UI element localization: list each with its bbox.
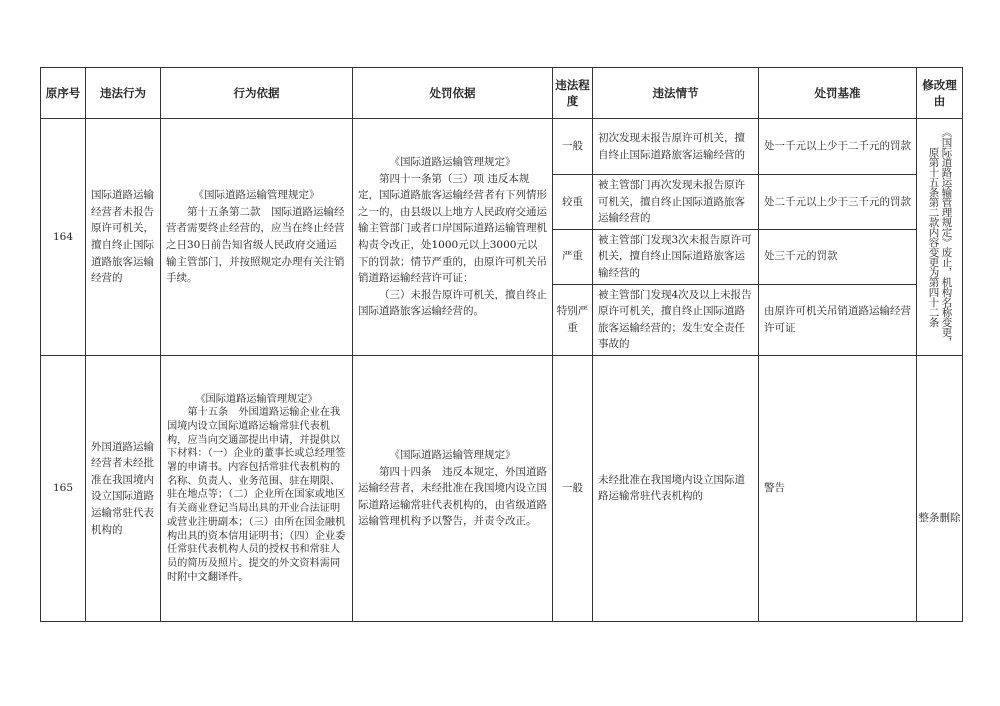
circumstance-cell: 被主管部门再次发现未报告原许可机关，擅自终止国际道路旅客运输经营的: [593, 175, 759, 230]
row-penalty-basis: [353, 355, 553, 621]
row-reason: [917, 119, 963, 356]
circumstance-cell: 被主管部门发现3次未报告原许可机关，擅自终止国际道路旅客运输经营的: [593, 229, 759, 284]
basis-text: 第十五条第二款 国际道路运输经营者需要终止经营的，应当在终止经营之日30日前告知省级人民政府交通运输主管部门，并按照规定办理有关注销手续。: [166, 205, 345, 285]
basis-text: 第十五条 外国道路运输企业在我国境内设立国际道路运输常驻代表机构，应当向交通部提出申请，并提供以下材料：（一）企业的董事长或总经理签署的申请书。内容包括常驻代表机构的名称、负责人、业务范围、驻在期限、驻在地点等；（二）企业所在国家或地区有关商业登记当局出具的开业合法证明或营业注册副本；（三）由所在国金融机构出具的资本信用证明书；（四）企业委任常驻代表机构人员的授权书和常驻人员的简历及照片。提交的外文资料需同时附中文翻译件。: [167, 407, 346, 583]
penalty-title: 《国际道路运输管理规定》: [389, 448, 516, 461]
row-basis: [161, 119, 353, 356]
penalty-title: 《国际道路运输管理规定》: [389, 156, 516, 168]
header-behavior: 违法行为: [86, 68, 161, 119]
header-degree: 违法程度: [553, 68, 593, 119]
header-penalty-basis: 处罚依据: [353, 68, 553, 119]
standard-cell: 处一千元以上少于二千元的罚款: [759, 119, 917, 175]
degree-cell: 严重: [553, 229, 593, 284]
penalty-text: 第四十四条 违反本规定，外国道路运输经营者，未经批准在我国境内设立国际道路运输常驻代表机构的，由省级道路运输管理机构予以警告，并责令改正。: [358, 465, 547, 528]
standard-cell: 处三千元的罚款: [759, 229, 917, 284]
header-reason: 修改理由: [917, 68, 963, 119]
basis-title: 《国际道路运输管理规定》: [195, 393, 318, 405]
degree-cell: 一般: [553, 355, 593, 621]
standard-cell: 处二千元以上少于三千元的罚款: [759, 175, 917, 230]
penalty-text: 第四十一条第（三）项 违反本规定，国际道路旅客运输经营者有下列情形之一的，由县级以上地方人民政府交通运输主管部门或者口岸国际道路运输管理机构责令改正，处1000元以上3000元以下的罚款；情节严重的，由原许可机关吊销道路运输经营许可证：: [358, 172, 547, 285]
row-behavior: 外国道路运输经营者未经批准在我国境内设立国际道路运输常驻代表机构的: [86, 355, 161, 621]
degree-cell: 较重: [553, 175, 593, 230]
standard-cell: 由原许可机关吊销道路运输经营许可证: [759, 284, 917, 355]
header-standard: 处罚基准: [759, 68, 917, 119]
row-basis: [161, 355, 353, 621]
table-row: [41, 355, 963, 621]
row-behavior: 国际道路运输经营者未报告原许可机关，擅自终止国际道路旅客运输经营的: [86, 119, 161, 356]
row-seq: 164: [41, 119, 86, 356]
reason-text: 《国际道路运输管理规定》废止，机构名称变更，原第十五条第二款内容变更为第四十二条: [927, 126, 953, 347]
penalty-table: [40, 67, 963, 622]
degree-cell: 特别严重: [553, 284, 593, 355]
header-basis: 行为依据: [161, 68, 353, 119]
row-reason: 整条删除: [917, 355, 963, 621]
header-circumstance: 违法情节: [593, 68, 759, 119]
penalty-item: （三）未报告原许可机关，擅自终止国际道路旅客运输经营的。: [358, 288, 547, 318]
circumstance-cell: 未经批准在我国境内设立国际道路运输常驻代表机构的: [593, 355, 759, 621]
circumstance-cell: 被主管部门发现4次及以上未报告原许可机关，擅自终止国际道路旅客运输经营的；发生安全责任事故的: [593, 284, 759, 355]
header-row: [41, 68, 963, 119]
row-penalty-basis: [353, 119, 553, 356]
degree-cell: 一般: [553, 119, 593, 175]
row-seq: 165: [41, 355, 86, 621]
standard-cell: 警告: [759, 355, 917, 621]
header-seq: 原序号: [41, 68, 86, 119]
basis-title: 《国际道路运输管理规定》: [193, 189, 320, 202]
table-row: [41, 119, 963, 175]
circumstance-cell: 初次发现未报告原许可机关，擅自终止国际道路旅客运输经营的: [593, 119, 759, 175]
